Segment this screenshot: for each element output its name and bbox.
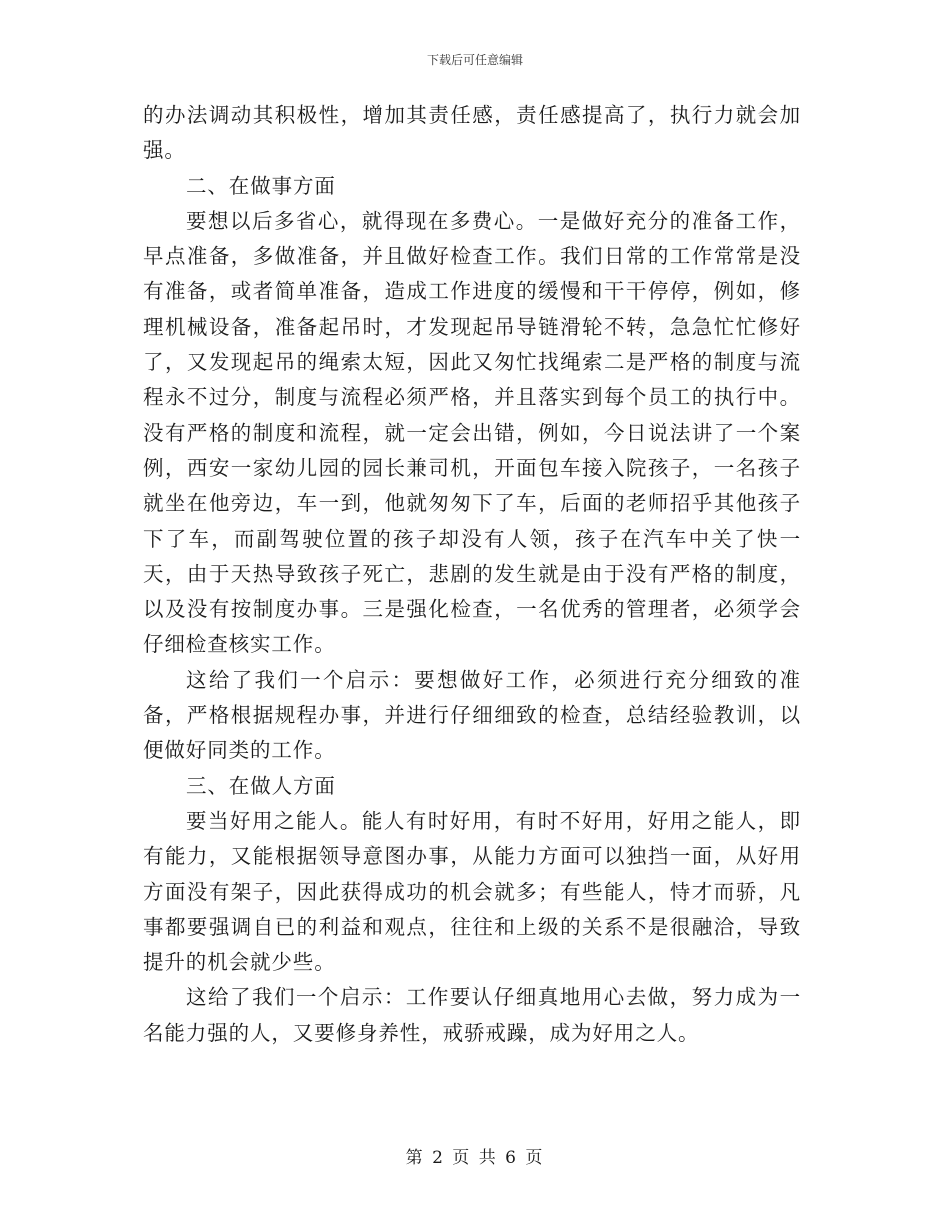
section-heading-being-a-person: 三、在做人方面 xyxy=(186,773,336,798)
document-body xyxy=(143,98,801,1051)
paragraph-lesson-doing-things: 这给了我们一个启示：要想做好工作，必须进行充分细致的准备，严格根据规程办事，并进行仔细细致的检查，总结经验教训，以便做好同类的工作。 xyxy=(143,667,801,763)
paragraph-lesson-being-a-person: 这给了我们一个启示：工作要认仔细真地用心去做，努力成为一名能力强的人，又要修身养性，戒骄戒躁，成为好用之人。 xyxy=(143,985,801,1045)
paragraph-being-a-person: 要当好用之能人。能人有时好用，有时不好用，好用之能人，即有能力，又能根据领导意图办事，从能力方面可以独挡一面，从好用方面没有架子，因此获得成功的机会就多；有些能人，恃才而骄，凡事都要强调自已的利益和观点，往往和上级的关系不是很融洽，导致提升的机会就少些。 xyxy=(143,808,801,975)
page-footer: 第 2 页 共 6 页 xyxy=(405,1148,545,1168)
paragraph-doing-things: 要想以后多省心，就得现在多费心。一是做好充分的准备工作，早点准备，多做准备，并且做好检查工作。我们日常的工作常常是没有准备，或者简单准备，造成工作进度的缓慢和干干停停，例如，修理机械设备，准备起吊时，才发现起吊导链滑轮不转，急急忙忙修好了，又发现起吊的绳索太短，因此又匆忙找绳索二是严格的制度与流程永不过分，制度与流程必须严格，并且落实到每个员工的执行中。没有严格的制度和流程，就一定会出错，例如，今日说法讲了一个案例，西安一家幼儿园的园长兼司机，开面包车接入院孩子，一名孩子就坐在他旁边，车一到，他就匆匆下了车，后面的老师招乎其他孩子下了车，而副驾驶位置的孩子却没有人领，孩子在汽车中关了快一天，由于天热导致孩子死亡，悲剧的发生就是由于没有严格的制度，以及没有按制度办事。三是强化检查，一名优秀的管理者，必须学会仔细检查核实工作。 xyxy=(143,208,801,657)
section-heading-doing-things: 二、在做事方面 xyxy=(186,173,336,198)
page-header: 下载后可任意编辑 xyxy=(426,53,523,67)
paragraph-continuation: 的办法调动其积极性，增加其责任感，责任感提高了，执行力就会加强。 xyxy=(143,103,801,163)
